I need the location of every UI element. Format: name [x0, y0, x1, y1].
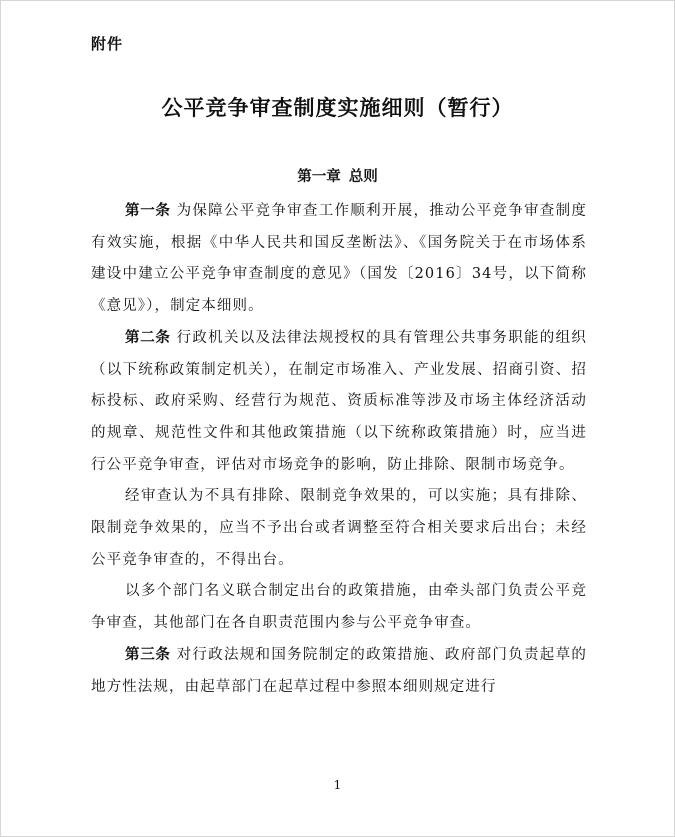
page-number: 1 [333, 778, 342, 792]
paragraph-article-1 [91, 196, 587, 323]
chapter-name: 总则 [348, 169, 378, 185]
paragraph-text: 以多个部门名义联合制定出台的政策措施，由牵头部门负责公平竞争审查，其他部门在各自职责范围内参与公平竞争审查。 [91, 583, 587, 632]
paragraph-article-2 [91, 323, 587, 482]
article-label: 第二条 [125, 329, 171, 346]
paragraph-text: 为保障公平竞争审查工作顺利开展，推动公平竞争审查制度有效实施，根据《中华人民共和国反垄断法》、《国务院关于在市场体系建设中建立公平竞争审查制度的意见》（国发〔2016〕34号，以下简称《意见》），制定本细则。 [91, 203, 587, 315]
paragraph-article-3 [91, 640, 587, 703]
paragraph-article-2-clause-3 [91, 576, 587, 639]
attachment-label: 附件 [91, 35, 124, 53]
article-label: 第三条 [125, 646, 171, 663]
paragraph-article-2-clause-2 [91, 481, 587, 576]
document-body [91, 196, 587, 703]
article-label: 第一条 [125, 203, 171, 219]
chapter-heading [0, 165, 675, 186]
document-title: 公平竞争审查制度实施细则（暂行） [161, 96, 514, 120]
paragraph-text: 经审查认为不具有排除、限制竞争效果的，可以实施；具有排除、限制竞争效果的，应当不予出台或者调整至符合相关要求后出台；未经公平竞争审查的，不得出台。 [91, 488, 587, 568]
chapter-number: 第一章 [297, 169, 341, 185]
paragraph-text: 行政机关以及法律法规授权的具有管理公共事务职能的组织（以下统称政策制定机关），在制定市场准入、产业发展、招商引资、招标投标、政府采购、经营行为规范、资质标准等涉及市场主体经济活动的规章、规范性文件和其他政策措施（以下统称政策措施）时，应当进行公平竞争审查，评估对市场竞争的影响，防止排除、限制市场竞争。 [91, 329, 587, 473]
paragraph-text: 对行政法规和国务院制定的政策措施、政府部门负责起草的地方性法规，由起草部门在起草过程中参照本细则规定进行 [91, 646, 587, 695]
